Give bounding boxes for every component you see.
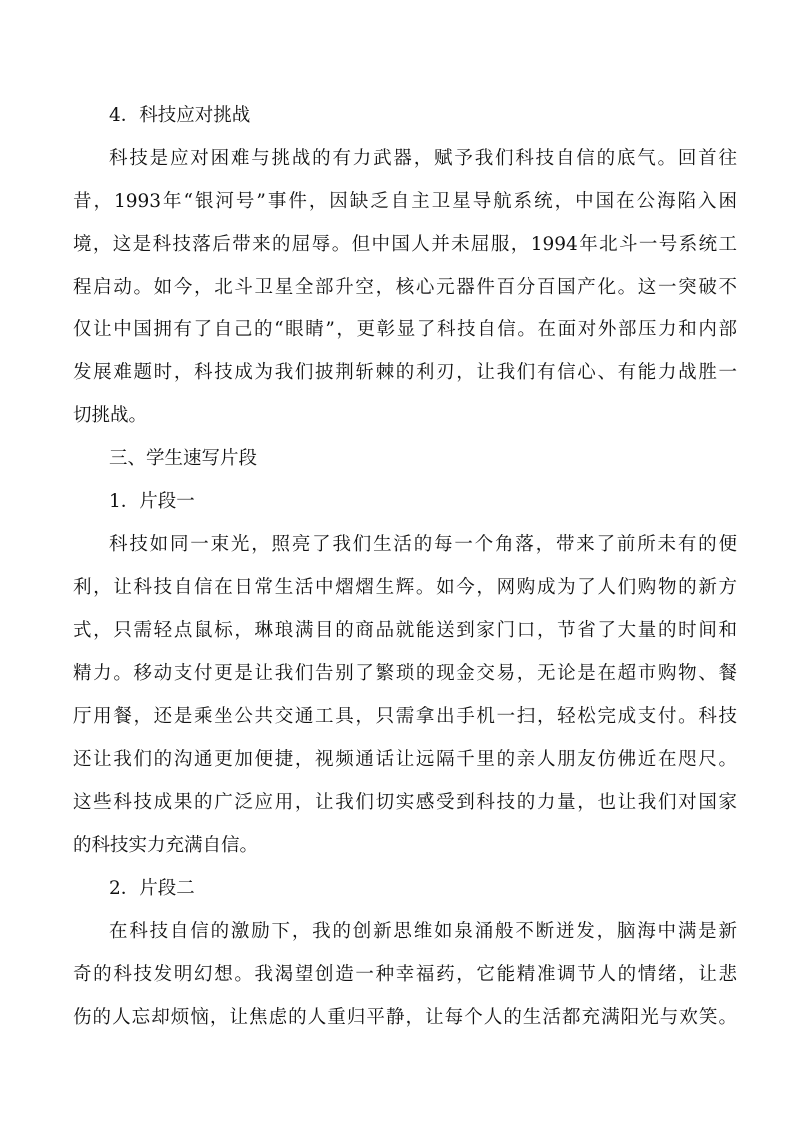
paragraph-line: 的科技实力充满自信。 — [73, 835, 259, 856]
subheading-fragment-two: 2．片段二 — [109, 878, 195, 899]
paragraph-line: 程启动。如今，北斗卫星全部升空，核心元器件百分百国产化。这一突破不 — [73, 277, 737, 298]
document-page — [73, 0, 737, 1123]
paragraph-line: 科技是应对困难与挑战的有力武器，赋予我们科技自信的底气。回首往 — [109, 148, 737, 169]
paragraph-line: 境，这是科技落后带来的屈辱。但中国人并未屈服，1994年北斗一号系统工 — [73, 234, 737, 255]
paragraph-line: 仅让中国拥有了自己的“眼睛”，更彰显了科技自信。在面对外部压力和内部 — [73, 319, 737, 340]
paragraph-line: 利，让科技自信在日常生活中熠熠生辉。如今，网购成为了人们购物的新方 — [73, 577, 737, 598]
paragraph-line: 伤的人忘却烦恼，让焦虑的人重归平静，让每个人的生活都充满阳光与欢笑。 — [73, 1007, 737, 1028]
paragraph-line: 切挑战。 — [73, 405, 148, 426]
paragraph-line: 这些科技成果的广泛应用，让我们切实感受到科技的力量，也让我们对国家 — [73, 792, 737, 813]
paragraph-line: 厅用餐，还是乘坐公共交通工具，只需拿出手机一扫，轻松完成支付。科技 — [73, 706, 737, 727]
subheading-fragment-one: 1．片段一 — [109, 491, 195, 512]
section-heading-tech-challenge: 4．科技应对挑战 — [109, 105, 251, 126]
paragraph-line: 在科技自信的激励下，我的创新思维如泉涌般不断迸发，脑海中满是新 — [109, 921, 737, 942]
paragraph-line: 式，只需轻点鼠标，琳琅满目的商品就能送到家门口，节省了大量的时间和 — [73, 620, 737, 641]
paragraph-line: 科技如同一束光，照亮了我们生活的每一个角落，带来了前所未有的便 — [109, 534, 737, 555]
paragraph-line: 精力。移动支付更是让我们告别了繁琐的现金交易，无论是在超市购物、餐 — [73, 663, 737, 684]
section-heading-student-writing: 三、学生速写片段 — [109, 448, 258, 469]
paragraph-line: 发展难题时，科技成为我们披荆斩棘的利刃，让我们有信心、有能力战胜一 — [73, 362, 737, 383]
paragraph-line: 昔，1993年“银河号”事件，因缺乏自主卫星导航系统，中国在公海陷入困 — [73, 191, 737, 212]
paragraph-line: 奇的科技发明幻想。我渴望创造一种幸福药，它能精准调节人的情绪，让悲 — [73, 964, 737, 985]
paragraph-line: 还让我们的沟通更加便捷，视频通话让远隔千里的亲人朋友仿佛近在咫尺。 — [73, 749, 737, 770]
